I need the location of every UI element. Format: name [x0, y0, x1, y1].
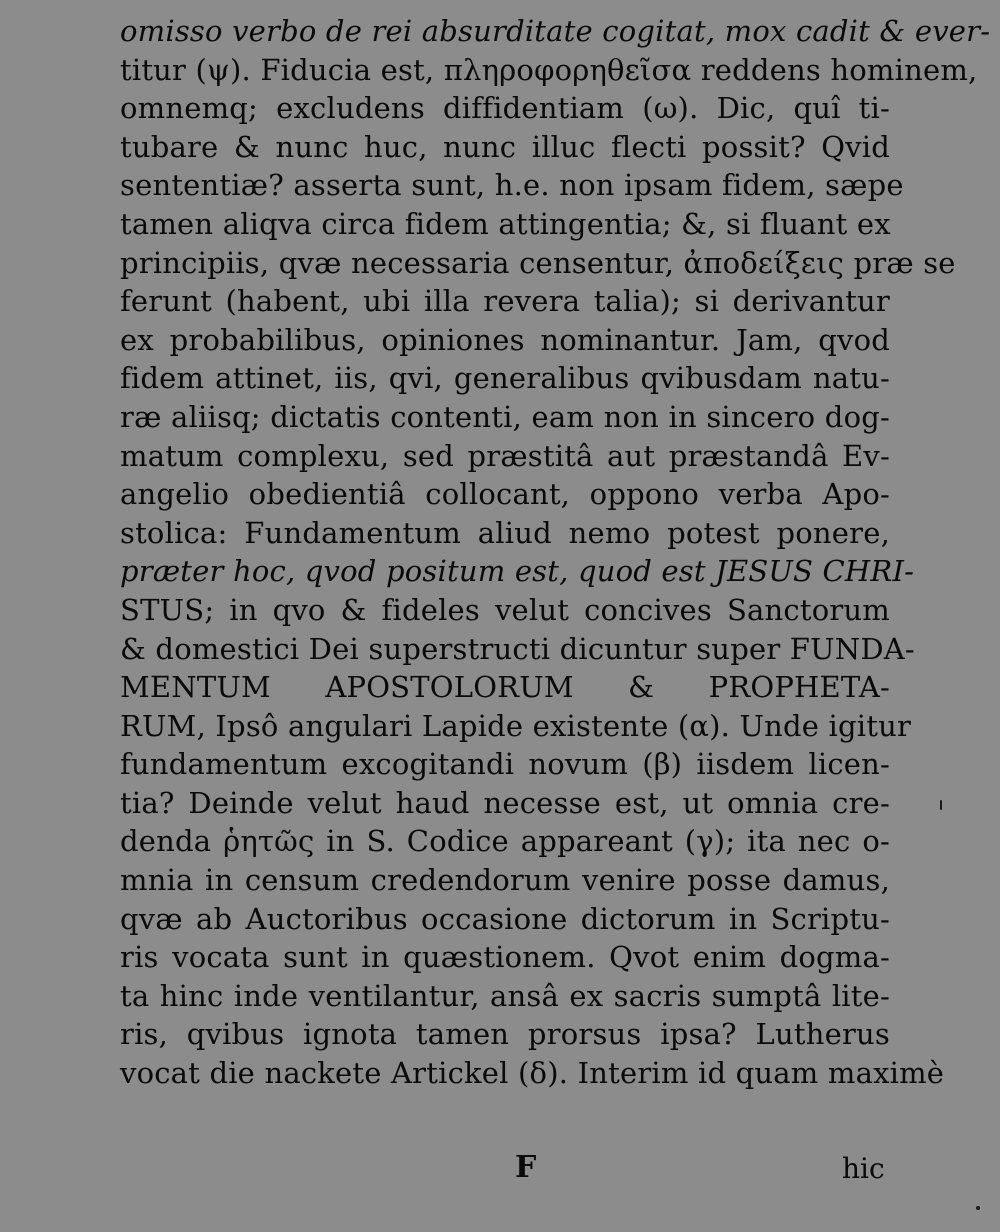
text-line: STUS; in qvo & fideles velut concives Sanctorum [120, 592, 890, 627]
text-line: omisso verbo de rei absurditate cogitat, mox cadit & ever- [120, 14, 991, 48]
text-line: ræ aliisq; dictatis contenti, eam non in sincero dog- [120, 399, 890, 434]
text-line: principiis, qvæ necessaria censentur, ἀποδείξεις præ se [120, 245, 956, 280]
text-line: vocat die nackete Artickel (δ). Interim id quam maximè [120, 1056, 945, 1091]
text-line: tamen aliqva circa fidem attingentia; &, si fluant ex [120, 206, 891, 241]
text-line: sententiæ? asserta sunt, h.e. non ipsam fidem, sæpe [120, 168, 904, 203]
ink-speck [976, 1206, 980, 1210]
text-line: tubare & nunc huc, nunc illuc flecti possit? Qvid [120, 129, 890, 164]
text-line: denda ῥητῶς in S. Codice appareant (γ); ita nec o- [120, 824, 890, 859]
text-line: ex probabilibus, opiniones nominantur. Jam, qvod [120, 322, 890, 357]
page-footer [0, 1150, 1000, 1190]
ink-speck [940, 800, 942, 810]
text-line: omnemq; excludens diffidentiam (ω). Dic, quî ti- [120, 91, 890, 126]
text-line: matum complexu, sed præstitâ aut præstandâ Ev- [120, 438, 890, 473]
body-text [120, 12, 991, 1093]
catchword: hic [842, 1152, 885, 1185]
text-line: ta hinc inde ventilantur, ansâ ex sacris sumptâ lite- [120, 978, 890, 1013]
text-line: ris, qvibus ignota tamen prorsus ipsa? Lutherus [120, 1017, 890, 1052]
text-line: angelio obedientiâ collocant, oppono verba Apo- [120, 477, 890, 512]
text-line: qvæ ab Auctoribus occasione dictorum in Scriptu- [120, 901, 890, 936]
text-line: MENTUM APOSTOLORUM & PROPHETA- [120, 670, 890, 705]
text-line: stolica: Fundamentum aliud nemo potest ponere, [120, 515, 890, 550]
text-line: ferunt (habent, ubi illa revera talia); si derivantur [120, 284, 890, 319]
text-line: præter hoc, qvod positum est, quod est JESUS CHRI- [120, 554, 915, 589]
text-line: fundamentum excogitandi novum (β) iisdem licen- [120, 747, 890, 782]
signature-mark: F [515, 1150, 537, 1185]
text-line: titur (ψ). Fiducia est, πληροφορηθεῖσα reddens hominem, [120, 52, 978, 87]
text-line: & domestici Dei superstructi dicuntur super FUNDA- [120, 631, 915, 666]
text-line: fidem attinet, iis, qvi, generalibus qvibusdam natu- [120, 361, 890, 396]
text-line: RUM, Ipsô angulari Lapide existente (α). Unde igitur [120, 708, 912, 743]
text-line: tia? Deinde velut haud necesse est, ut omnia cre- [120, 785, 890, 820]
text-line: mnia in censum credendorum venire posse damus, [120, 863, 890, 898]
text-line: ris vocata sunt in quæstionem. Qvot enim dogma- [120, 940, 890, 975]
